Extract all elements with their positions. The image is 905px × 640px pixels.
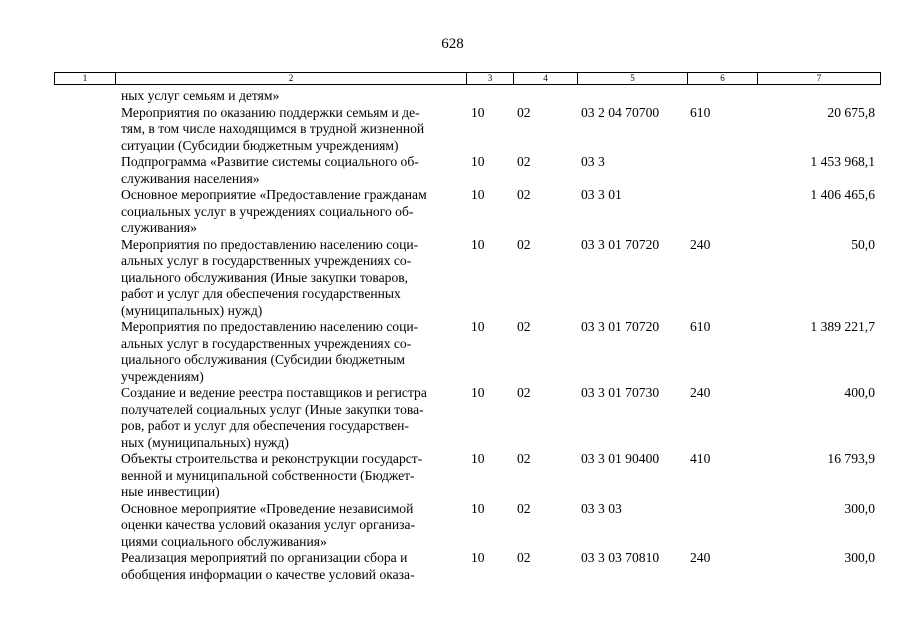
- row-name-line: Создание и ведение реестра поставщиков и регистра: [121, 385, 427, 400]
- page-number: 628: [441, 36, 464, 52]
- table-row: [0, 154, 905, 187]
- table-row: [0, 501, 905, 551]
- row-subsection-code: 02: [517, 550, 531, 565]
- row-name-line: ных (муниципальных) нужд): [121, 434, 289, 450]
- row-name-line: социальных услуг в учреждениях социального об-: [121, 203, 414, 219]
- row-subsection-code: 02: [517, 451, 531, 466]
- row-target-article-code: 03 3 03 70810: [581, 550, 660, 565]
- row-name-line: Мероприятия по предоставлению населению соци-: [121, 319, 419, 334]
- row-name-line: обобщения информации о качестве условий оказа-: [121, 566, 415, 582]
- header-col-4: 4: [514, 73, 578, 85]
- row-target-article-code: 03 3 01 90400: [581, 451, 660, 466]
- row-section-code: 10: [471, 385, 485, 400]
- row-subsection-code: 02: [517, 385, 531, 400]
- row-expense-type-code: 240: [690, 550, 711, 565]
- header-col-2: 2: [116, 73, 467, 85]
- row-expense-type-code: 240: [690, 236, 711, 252]
- row-expense-type-code: 610: [690, 319, 711, 334]
- row-name-line: Мероприятия по оказанию поддержки семьям и де-: [121, 104, 420, 120]
- row-subsection-code: 02: [517, 500, 531, 516]
- row-name-line: альных услуг в государственных учреждениях со-: [121, 253, 412, 268]
- row-section-code: 10: [471, 550, 485, 565]
- row-name-line: ситуации (Субсидии бюджетным учреждениям): [121, 137, 399, 153]
- row-name-line: Объекты строительства и реконструкции государст-: [121, 451, 423, 466]
- row-name-line: венной и муниципальной собственности (Бюджет-: [121, 467, 415, 483]
- row-name: [121, 237, 466, 320]
- row-name-line: ные инвестиции): [121, 484, 220, 499]
- row-subsection-code: 02: [517, 154, 531, 169]
- row-name-line: учреждениям): [121, 368, 204, 384]
- row-subsection-code: 02: [517, 104, 531, 120]
- row-section-code: 10: [471, 154, 485, 169]
- row-target-article-code: 03 3 01 70720: [581, 236, 660, 252]
- row-amount: 300,0: [844, 500, 875, 516]
- row-section-code: 10: [471, 451, 485, 466]
- row-name-line: ных услуг семьям и детям»: [121, 88, 280, 103]
- row-amount: 300,0: [844, 550, 875, 565]
- row-name-line: циями социального обслуживания»: [121, 533, 327, 549]
- row-subsection-code: 02: [517, 187, 531, 202]
- header-col-3: 3: [467, 73, 514, 85]
- header-col-7: 7: [758, 73, 881, 85]
- row-target-article-code: 03 2 04 70700: [581, 104, 660, 120]
- table-row: [0, 237, 905, 320]
- row-target-article-code: 03 3: [581, 154, 605, 169]
- row-name-line: работ и услуг для обеспечения государственных: [121, 286, 401, 301]
- table-row: [0, 88, 905, 105]
- column-number-header: [54, 72, 881, 85]
- row-target-article-code: 03 3 03: [581, 500, 622, 516]
- table-row: [0, 385, 905, 451]
- row-name-line: Подпрограмма «Развитие системы социального об-: [121, 154, 419, 169]
- row-amount: 1 453 968,1: [810, 154, 875, 169]
- row-name-line: оценки качества условий оказания услуг организа-: [121, 517, 416, 532]
- row-name-line: ров, работ и услуг для обеспечения государствен-: [121, 418, 409, 433]
- row-name: [121, 88, 466, 105]
- header-col-1: 1: [55, 73, 116, 85]
- table-row: [0, 187, 905, 237]
- row-expense-type-code: 610: [690, 104, 711, 120]
- row-target-article-code: 03 3 01 70730: [581, 385, 660, 400]
- row-name: [121, 319, 466, 385]
- header-row: [55, 73, 881, 85]
- row-name-line: служивания»: [121, 220, 197, 235]
- row-name-line: циального обслуживания (Иные закупки товаров,: [121, 269, 409, 285]
- row-name: [121, 550, 466, 583]
- row-name-line: циального обслуживания (Субсидии бюджетным: [121, 352, 405, 367]
- row-section-code: 10: [471, 104, 485, 120]
- header-col-6: 6: [688, 73, 758, 85]
- row-section-code: 10: [471, 187, 485, 202]
- row-name-line: Основное мероприятие «Проведение независимой: [121, 500, 414, 516]
- row-name-line: (муниципальных) нужд): [121, 302, 263, 318]
- row-target-article-code: 03 3 01: [581, 187, 622, 202]
- table-row: [0, 105, 905, 155]
- row-amount: 1 406 465,6: [810, 187, 875, 202]
- row-name-line: Основное мероприятие «Предоставление гражданам: [121, 187, 427, 202]
- table-row: [0, 451, 905, 501]
- row-name: [121, 105, 466, 155]
- row-name: [121, 154, 466, 187]
- budget-table-body: [0, 88, 905, 583]
- row-name: [121, 187, 466, 237]
- row-name-line: служивания населения»: [121, 170, 260, 186]
- row-name-line: получателей социальных услуг (Иные закупки това-: [121, 401, 424, 417]
- header-col-5: 5: [578, 73, 688, 85]
- row-name: [121, 501, 466, 551]
- row-expense-type-code: 240: [690, 385, 711, 400]
- row-amount: 20 675,8: [827, 104, 875, 120]
- row-section-code: 10: [471, 500, 485, 516]
- table-row: [0, 319, 905, 385]
- table-row: [0, 550, 905, 583]
- row-amount: 400,0: [844, 385, 875, 400]
- row-name-line: Реализация мероприятий по организации сбора и: [121, 550, 408, 565]
- row-name-line: альных услуг в государственных учреждениях со-: [121, 335, 412, 351]
- row-name-line: тям, в том числе находящимся в трудной жизненной: [121, 121, 425, 136]
- row-target-article-code: 03 3 01 70720: [581, 319, 660, 334]
- row-section-code: 10: [471, 319, 485, 334]
- row-amount: 16 793,9: [827, 451, 875, 466]
- row-expense-type-code: 410: [690, 451, 711, 466]
- row-amount: 50,0: [851, 236, 875, 252]
- row-name: [121, 451, 466, 501]
- row-subsection-code: 02: [517, 236, 531, 252]
- row-name: [121, 385, 466, 451]
- row-subsection-code: 02: [517, 319, 531, 334]
- row-section-code: 10: [471, 236, 485, 252]
- row-amount: 1 389 221,7: [810, 319, 875, 334]
- row-name-line: Мероприятия по предоставлению населению соци-: [121, 236, 419, 252]
